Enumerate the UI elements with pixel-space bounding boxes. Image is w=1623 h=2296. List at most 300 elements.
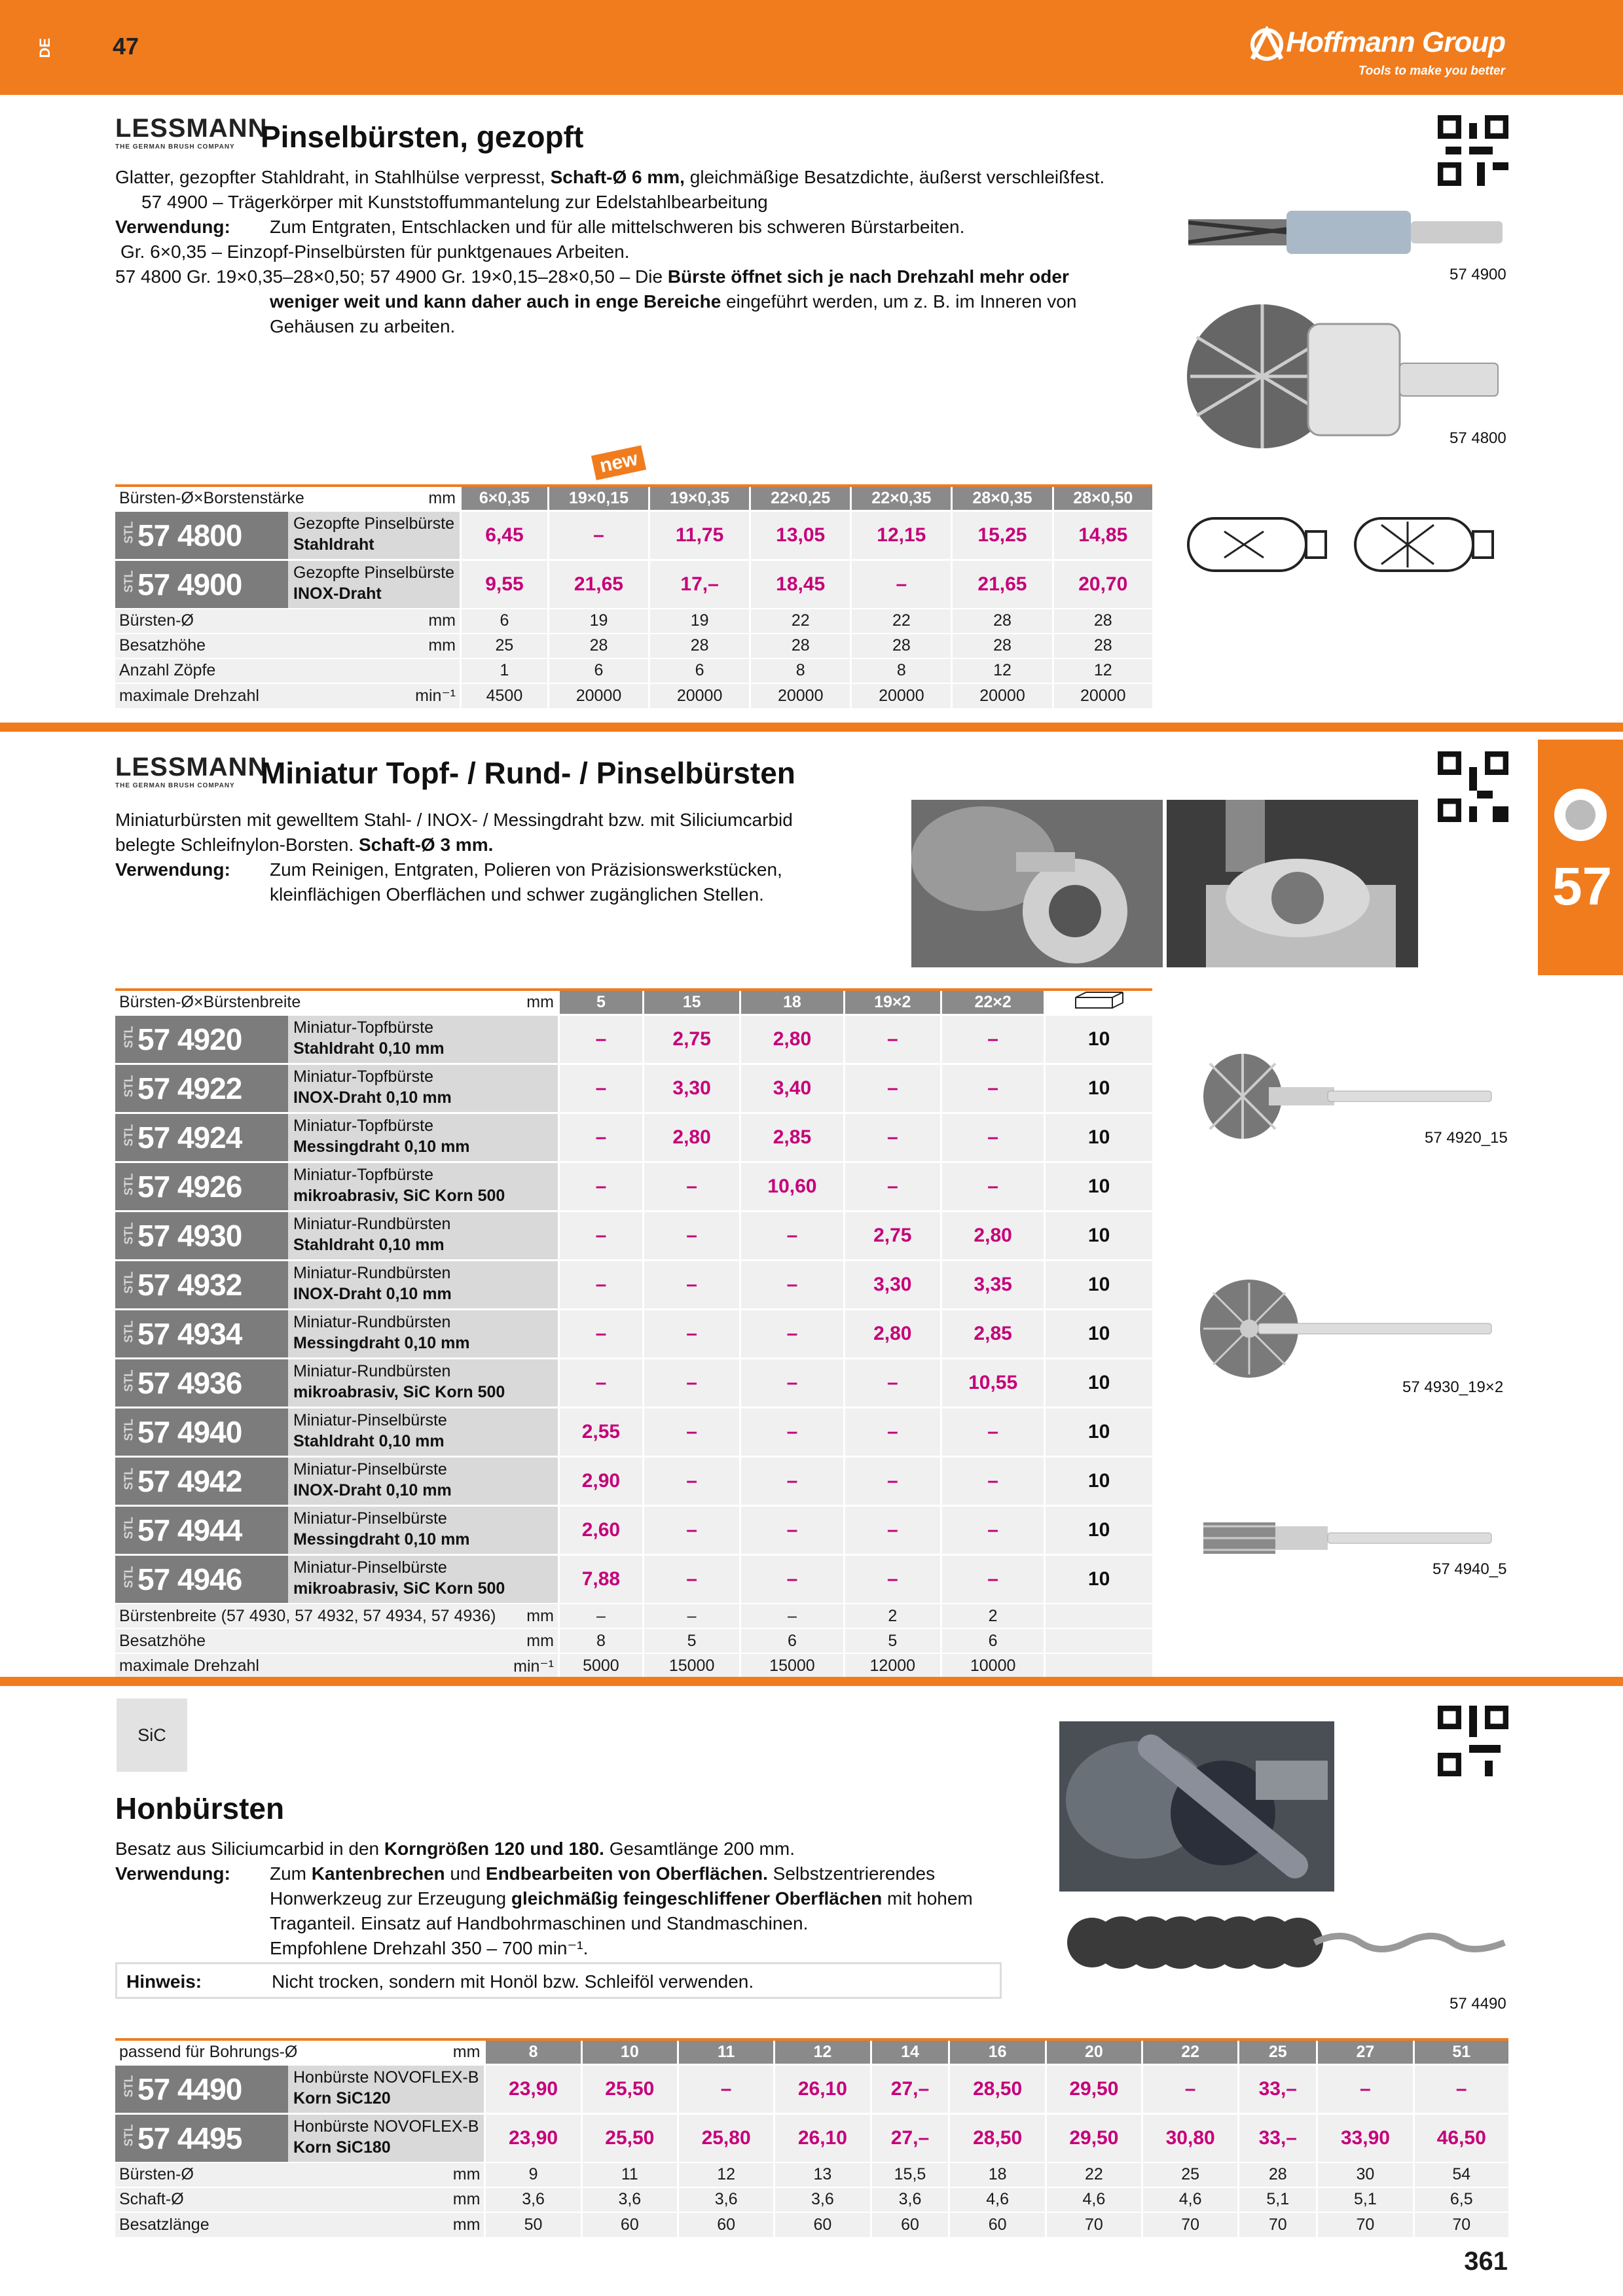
- spec-value: 54: [1413, 2162, 1508, 2187]
- product-row[interactable]: [115, 560, 1152, 609]
- price-cell: –: [941, 1555, 1045, 1604]
- brush-opening-diagram: [1185, 512, 1499, 577]
- column-header: 51: [1413, 2039, 1508, 2064]
- spec-row: [115, 2187, 1508, 2212]
- qr-code-icon[interactable]: [1438, 114, 1508, 187]
- article-number[interactable]: 57 4936: [137, 1366, 242, 1400]
- column-header: 15: [643, 990, 740, 1015]
- column-header: 10: [581, 2039, 678, 2064]
- price-cell: 2,80: [844, 1310, 941, 1359]
- price-cell: 25,50: [581, 2113, 678, 2162]
- brand-logo-text: LESSMANN: [115, 753, 268, 781]
- price-cell: 14,85: [1053, 511, 1152, 560]
- price-cell: 10,60: [740, 1162, 844, 1211]
- stock-hint: STL: [122, 1124, 136, 1146]
- spec-label: Besatzhöhe: [115, 634, 381, 658]
- price-cell: –: [844, 1162, 941, 1211]
- article-cell[interactable]: [115, 1359, 558, 1408]
- package-qty: 10: [1045, 1261, 1152, 1310]
- spec-empty: [1045, 1628, 1152, 1653]
- article-number[interactable]: 57 4922: [137, 1071, 242, 1105]
- price-cell: 10,55: [941, 1359, 1045, 1408]
- article-number[interactable]: 57 4942: [137, 1464, 242, 1498]
- package-qty: 10: [1045, 1310, 1152, 1359]
- article-number[interactable]: 57 4800: [137, 518, 242, 552]
- spec-label: Bürsten-Ø: [115, 2162, 400, 2187]
- price-cell: –: [941, 1408, 1045, 1457]
- price-cell: –: [851, 560, 952, 609]
- spec-value: 2: [941, 1604, 1045, 1628]
- spec-value: 28: [952, 609, 1053, 634]
- article-cell[interactable]: [115, 511, 460, 560]
- column-header: 22×2: [941, 990, 1045, 1015]
- column-header: 22×0,35: [851, 486, 952, 511]
- article-number[interactable]: 57 4920: [137, 1022, 242, 1056]
- price-cell: 17,–: [649, 560, 750, 609]
- column-header: 27: [1317, 2039, 1413, 2064]
- article-description: Miniatur-Topfbürste mikroabrasiv, SiC Korn 500: [288, 1163, 558, 1210]
- product-row[interactable]: [115, 1211, 1152, 1261]
- spec-value: 4,6: [1046, 2187, 1142, 2212]
- price-cell: –: [643, 1506, 740, 1555]
- spec-empty: [1045, 1653, 1152, 1678]
- spec-value: 4500: [460, 683, 548, 708]
- spec-label: maximale Drehzahl: [115, 683, 381, 708]
- caption-57-4940-5: 57 4940_5: [1432, 1560, 1507, 1578]
- spec-value: 5,1: [1239, 2187, 1317, 2212]
- spec-value: 6: [548, 658, 649, 683]
- price-cell: –: [941, 1506, 1045, 1555]
- article-cell[interactable]: [115, 1211, 558, 1261]
- article-description: Miniatur-Rundbürsten mikroabrasiv, SiC Korn 500: [288, 1359, 558, 1407]
- spec-value: 8: [750, 658, 851, 683]
- spec-unit: mm: [400, 2212, 485, 2237]
- price-cell: –: [941, 1113, 1045, 1162]
- stock-hint: STL: [122, 1173, 136, 1195]
- price-cell: 2,80: [740, 1015, 844, 1064]
- spec-value: 60: [871, 2212, 949, 2237]
- article-number[interactable]: 57 4490: [137, 2072, 242, 2106]
- round-brush-57-4930-image: [1197, 1276, 1498, 1381]
- spec-value: 20000: [548, 683, 649, 708]
- article-cell[interactable]: [115, 1162, 558, 1211]
- product-row[interactable]: [115, 1310, 1152, 1359]
- price-cell: 2,85: [941, 1310, 1045, 1359]
- product-row[interactable]: [115, 1506, 1152, 1555]
- stock-hint: STL: [122, 1026, 136, 1048]
- price-cell: 2,55: [558, 1408, 643, 1457]
- cup-brush-57-4920-image: [1197, 1050, 1498, 1142]
- price-cell: 27,–: [871, 2113, 949, 2162]
- article-number[interactable]: 57 4924: [137, 1121, 242, 1155]
- spec-unit: [381, 658, 461, 683]
- column-header: 6×0,35: [460, 486, 548, 511]
- price-cell: 7,88: [558, 1555, 643, 1604]
- spec-unit: mm: [500, 1604, 558, 1628]
- spec-value: 15000: [740, 1653, 844, 1678]
- stock-hint: STL: [122, 1516, 136, 1539]
- price-cell: –: [558, 1064, 643, 1113]
- article-cell[interactable]: [115, 1015, 558, 1064]
- spec-value: 2: [844, 1604, 941, 1628]
- price-cell: 33,90: [1317, 2113, 1413, 2162]
- spec-value: 6: [740, 1628, 844, 1653]
- spec-value: 12: [952, 658, 1053, 683]
- price-cell: 26,10: [775, 2064, 871, 2113]
- spec-label: Besatzhöhe: [115, 1628, 500, 1653]
- price-cell: 21,65: [548, 560, 649, 609]
- price-cell: –: [740, 1457, 844, 1506]
- header-label: passend für Bohrungs-Ø: [115, 2039, 400, 2064]
- spec-value: 8: [851, 658, 952, 683]
- brand-logo-sub: THE GERMAN BRUSH COMPANY: [115, 143, 235, 151]
- caption-57-4490: 57 4490: [1450, 1995, 1506, 2013]
- spec-value: 1: [460, 658, 548, 683]
- spec-row: [115, 1628, 1152, 1653]
- article-number[interactable]: 57 4900: [137, 567, 242, 601]
- brand-name: Hoffmann Group: [1286, 26, 1505, 58]
- section-separator: [0, 1677, 1623, 1686]
- price-cell: 2,75: [643, 1015, 740, 1064]
- price-cell: 46,50: [1413, 2113, 1508, 2162]
- article-cell[interactable]: [115, 1064, 558, 1113]
- spec-value: 28: [548, 634, 649, 658]
- spec-value: 28: [1053, 609, 1152, 634]
- spec-value: 12: [1053, 658, 1152, 683]
- price-cell: –: [740, 1506, 844, 1555]
- spec-row: [115, 683, 1152, 708]
- engine-block-photo: [1059, 1721, 1334, 1892]
- column-header: 22×0,25: [750, 486, 851, 511]
- price-cell: –: [941, 1162, 1045, 1211]
- note-box: [115, 1962, 1002, 1999]
- article-cell[interactable]: [115, 2113, 485, 2162]
- spec-value: 6: [941, 1628, 1045, 1653]
- table-honbuersten: [115, 2038, 1508, 2237]
- column-header: 16: [949, 2039, 1046, 2064]
- column-header: 8: [485, 2039, 581, 2064]
- price-cell: 21,65: [952, 560, 1053, 609]
- stock-hint: STL: [122, 2075, 136, 2098]
- price-cell: 20,70: [1053, 560, 1152, 609]
- article-cell[interactable]: [115, 1408, 558, 1457]
- table-header-row: [115, 990, 1152, 1015]
- price-cell: –: [740, 1310, 844, 1359]
- header-label: Bürsten-Ø×Borstenstärke: [115, 486, 381, 511]
- product-row[interactable]: [115, 511, 1152, 560]
- price-cell: –: [558, 1015, 643, 1064]
- spec-value: 20000: [1053, 683, 1152, 708]
- spec-value: 15,5: [871, 2162, 949, 2187]
- package-qty: 10: [1045, 1506, 1152, 1555]
- product-row[interactable]: [115, 1408, 1152, 1457]
- price-cell: 28,50: [949, 2113, 1046, 2162]
- product-row[interactable]: [115, 1457, 1152, 1506]
- spec-value: 5000: [558, 1653, 643, 1678]
- price-cell: –: [643, 1261, 740, 1310]
- stock-hint: STL: [122, 1271, 136, 1293]
- spec-value: 70: [1413, 2212, 1508, 2237]
- stock-hint: STL: [122, 1418, 136, 1441]
- spec-value: 3,6: [871, 2187, 949, 2212]
- spec-value: 6: [649, 658, 750, 683]
- stock-hint: STL: [122, 521, 136, 544]
- spec-value: 22: [851, 609, 952, 634]
- article-cell[interactable]: [115, 1457, 558, 1506]
- price-cell: –: [844, 1359, 941, 1408]
- spec-value: 3,6: [485, 2187, 581, 2212]
- article-cell[interactable]: [115, 1113, 558, 1162]
- price-cell: –: [548, 511, 649, 560]
- spec-row: [115, 658, 1152, 683]
- article-number[interactable]: 57 4495: [137, 2121, 242, 2155]
- spec-label: Bürstenbreite (57 4930, 57 4932, 57 4934, 57 4936): [115, 1604, 500, 1628]
- price-cell: –: [643, 1359, 740, 1408]
- article-description: Miniatur-Rundbürsten Messingdraht 0,10 mm: [288, 1310, 558, 1357]
- section-separator: [0, 723, 1623, 732]
- spec-value: 6,5: [1413, 2187, 1508, 2212]
- price-cell: –: [844, 1113, 941, 1162]
- price-cell: 26,10: [775, 2113, 871, 2162]
- spec-value: 28: [952, 634, 1053, 658]
- article-cell[interactable]: [115, 1555, 558, 1604]
- machining-photo-2: [1167, 800, 1418, 967]
- price-cell: –: [643, 1555, 740, 1604]
- article-description: Miniatur-Pinselbürste mikroabrasiv, SiC Korn 500: [288, 1556, 558, 1603]
- price-cell: 3,40: [740, 1064, 844, 1113]
- spec-value: 28: [1239, 2162, 1317, 2187]
- spec-unit: mm: [381, 609, 461, 634]
- stock-hint: STL: [122, 1467, 136, 1490]
- spec-value: 5: [844, 1628, 941, 1653]
- package-qty: 10: [1045, 1064, 1152, 1113]
- spec-value: 28: [750, 634, 851, 658]
- qr-code-icon[interactable]: [1438, 750, 1508, 823]
- article-description: Miniatur-Topfbürste INOX-Draht 0,10 mm: [288, 1065, 558, 1112]
- section-title: Honbürsten: [115, 1791, 285, 1825]
- spec-value: 3,6: [775, 2187, 871, 2212]
- price-cell: 9,55: [460, 560, 548, 609]
- table-header-row: [115, 486, 1152, 511]
- column-header: 19×0,15: [548, 486, 649, 511]
- product-row[interactable]: [115, 1162, 1152, 1211]
- spec-value: 28: [851, 634, 952, 658]
- article-number[interactable]: 57 4944: [137, 1513, 242, 1547]
- package-qty: 10: [1045, 1015, 1152, 1064]
- article-cell[interactable]: [115, 560, 460, 609]
- article-number[interactable]: 57 4934: [137, 1317, 242, 1351]
- product-row[interactable]: [115, 2064, 1508, 2113]
- column-header: 12: [775, 2039, 871, 2064]
- spec-value: 60: [678, 2212, 774, 2237]
- product-row[interactable]: [115, 1064, 1152, 1113]
- spec-value: 30: [1317, 2162, 1413, 2187]
- price-cell: –: [740, 1211, 844, 1261]
- price-cell: 2,85: [740, 1113, 844, 1162]
- article-number[interactable]: 57 4926: [137, 1170, 242, 1204]
- stock-hint: STL: [122, 570, 136, 593]
- spec-value: 9: [485, 2162, 581, 2187]
- price-cell: 25,80: [678, 2113, 774, 2162]
- spec-value: 3,6: [678, 2187, 774, 2212]
- price-cell: –: [1142, 2064, 1239, 2113]
- spec-row: [115, 609, 1152, 634]
- header-unit: mm: [381, 486, 461, 511]
- price-cell: –: [844, 1506, 941, 1555]
- price-cell: –: [643, 1457, 740, 1506]
- stock-hint: STL: [122, 1320, 136, 1342]
- spec-unit: min⁻¹: [500, 1653, 558, 1678]
- price-cell: 29,50: [1046, 2113, 1142, 2162]
- header-unit: mm: [500, 990, 558, 1015]
- package-qty: 10: [1045, 1555, 1152, 1604]
- spec-label: Schaft-Ø: [115, 2187, 400, 2212]
- article-description: Miniatur-Pinselbürste INOX-Draht 0,10 mm: [288, 1458, 558, 1505]
- caption-57-4920-15: 57 4920_15: [1425, 1129, 1508, 1147]
- price-cell: –: [740, 1408, 844, 1457]
- spec-value: 70: [1317, 2212, 1413, 2237]
- price-cell: 23,90: [485, 2113, 581, 2162]
- spec-row: [115, 1653, 1152, 1678]
- article-description: Gezopfte Pinselbürste Stahldraht: [288, 512, 460, 559]
- chapter-number: 57: [1552, 857, 1613, 916]
- spec-value: 25: [460, 634, 548, 658]
- caption-57-4800: 57 4800: [1450, 429, 1506, 447]
- column-header: 20: [1046, 2039, 1142, 2064]
- spec-value: 8: [558, 1628, 643, 1653]
- product-row[interactable]: [115, 1261, 1152, 1310]
- spec-value: 11: [581, 2162, 678, 2187]
- stock-hint: STL: [122, 1566, 136, 1588]
- article-cell[interactable]: [115, 1310, 558, 1359]
- column-header: 28×0,35: [952, 486, 1053, 511]
- price-cell: –: [844, 1015, 941, 1064]
- caption-57-4930-19x2: 57 4930_19×2: [1402, 1378, 1504, 1396]
- spec-value: –: [643, 1604, 740, 1628]
- article-description: Miniatur-Topfbürste Stahldraht 0,10 mm: [288, 1016, 558, 1063]
- note-label: Hinweis:: [126, 1971, 202, 1992]
- price-cell: –: [643, 1310, 740, 1359]
- spec-label: Anzahl Zöpfe: [115, 658, 381, 683]
- spec-value: –: [558, 1604, 643, 1628]
- spec-value: 15000: [643, 1653, 740, 1678]
- lessmann-logo: [115, 753, 267, 789]
- price-cell: 11,75: [649, 511, 750, 560]
- spec-unit: mm: [400, 2162, 485, 2187]
- spec-value: 22: [1046, 2162, 1142, 2187]
- price-cell: 3,30: [643, 1064, 740, 1113]
- package-qty: 10: [1045, 1457, 1152, 1506]
- section-description: Miniaturbürsten mit gewelltem Stahl- / INOX- / Messingdraht bzw. mit Siliciumcarbid belegte Schleifnylon-Borsten. Schaft-Ø 3 mm. Verwendung: Zum Reinigen, Entgraten, Polieren von Präzisionswerkstücken, kleinflächigen Oberflächen und schwer zugänglichen Stellen.: [115, 810, 793, 905]
- price-cell: –: [558, 1113, 643, 1162]
- article-description: Miniatur-Rundbürsten Stahldraht 0,10 mm: [288, 1212, 558, 1259]
- spec-value: 20000: [952, 683, 1053, 708]
- machining-photo-1: [911, 800, 1163, 967]
- article-cell[interactable]: [115, 1261, 558, 1310]
- spec-unit: mm: [381, 634, 461, 658]
- article-description: Honbürste NOVOFLEX-B Korn SiC180: [288, 2115, 484, 2162]
- price-cell: 18,45: [750, 560, 851, 609]
- price-cell: –: [1413, 2064, 1508, 2113]
- section-description: Besatz aus Siliciumcarbid in den Korngrößen 120 und 180. Gesamtlänge 200 mm. Verwendung: Zum Kantenbrechen und Endbearbeiten von Oberflächen. Selbstzentrierendes Honwerkzeug zur Erzeugung gleichmäßig feingeschliffener Oberflächen mit hohem Traganteil. Einsatz auf Handbohrmaschinen und Standmaschinen. Empfohlene Drehzahl 350 – 700 min⁻¹.: [115, 1839, 973, 1958]
- price-cell: –: [740, 1555, 844, 1604]
- table-miniatur-buersten: [115, 988, 1152, 1678]
- product-row[interactable]: [115, 1113, 1152, 1162]
- qr-code-icon[interactable]: [1438, 1704, 1508, 1778]
- article-description: Gezopfte Pinselbürste INOX-Draht: [288, 561, 460, 608]
- article-description: Honbürste NOVOFLEX-B Korn SiC120: [288, 2066, 484, 2113]
- column-header: 11: [678, 2039, 774, 2064]
- price-cell: 27,–: [871, 2064, 949, 2113]
- price-cell: 15,25: [952, 511, 1053, 560]
- package-icon: [1045, 990, 1152, 1015]
- spec-value: 70: [1046, 2212, 1142, 2237]
- spec-value: 20000: [649, 683, 750, 708]
- article-number[interactable]: 57 4932: [137, 1268, 242, 1302]
- spec-value: 6: [460, 609, 548, 634]
- spec-value: 19: [548, 609, 649, 634]
- spec-row: [115, 2212, 1508, 2237]
- product-row[interactable]: [115, 1015, 1152, 1064]
- stock-hint: STL: [122, 1369, 136, 1391]
- article-number[interactable]: 57 4946: [137, 1562, 242, 1596]
- price-cell: 2,80: [643, 1113, 740, 1162]
- price-cell: –: [558, 1261, 643, 1310]
- package-qty: 10: [1045, 1211, 1152, 1261]
- package-qty: 10: [1045, 1113, 1152, 1162]
- article-number[interactable]: 57 4940: [137, 1415, 242, 1449]
- spec-value: 20000: [851, 683, 952, 708]
- product-row[interactable]: [115, 1359, 1152, 1408]
- price-cell: –: [844, 1408, 941, 1457]
- price-cell: –: [941, 1015, 1045, 1064]
- chapter-tab[interactable]: [1538, 740, 1623, 975]
- article-cell[interactable]: [115, 1506, 558, 1555]
- article-description: Miniatur-Topfbürste Messingdraht 0,10 mm: [288, 1114, 558, 1161]
- price-cell: –: [844, 1064, 941, 1113]
- stock-hint: STL: [122, 1075, 136, 1097]
- spec-value: 5,1: [1317, 2187, 1413, 2212]
- table-pinselbuersten: [115, 484, 1152, 708]
- spec-value: 10000: [941, 1653, 1045, 1678]
- article-cell[interactable]: [115, 2064, 485, 2113]
- price-cell: –: [643, 1211, 740, 1261]
- package-qty: 10: [1045, 1162, 1152, 1211]
- price-cell: –: [740, 1359, 844, 1408]
- price-cell: –: [558, 1162, 643, 1211]
- spec-value: 12: [678, 2162, 774, 2187]
- price-cell: 3,30: [844, 1261, 941, 1310]
- table-header-row: [115, 2039, 1508, 2064]
- price-cell: –: [643, 1408, 740, 1457]
- hoffmann-logo-icon: [1247, 26, 1286, 63]
- spec-label: Bürsten-Ø: [115, 609, 381, 634]
- article-description: Miniatur-Rundbürsten INOX-Draht 0,10 mm: [288, 1261, 558, 1308]
- spec-value: 18: [949, 2162, 1046, 2187]
- price-cell: 29,50: [1046, 2064, 1142, 2113]
- spec-value: 13: [775, 2162, 871, 2187]
- price-cell: 2,90: [558, 1457, 643, 1506]
- article-number[interactable]: 57 4930: [137, 1219, 242, 1253]
- header-label: Bürsten-Ø×Bürstenbreite: [115, 990, 500, 1015]
- spec-value: 3,6: [581, 2187, 678, 2212]
- brush-57-4900-image: [1188, 203, 1509, 262]
- product-row[interactable]: [115, 1555, 1152, 1604]
- product-row[interactable]: [115, 2113, 1508, 2162]
- price-cell: –: [558, 1310, 643, 1359]
- spec-unit: mm: [500, 1628, 558, 1653]
- spec-value: 70: [1239, 2212, 1317, 2237]
